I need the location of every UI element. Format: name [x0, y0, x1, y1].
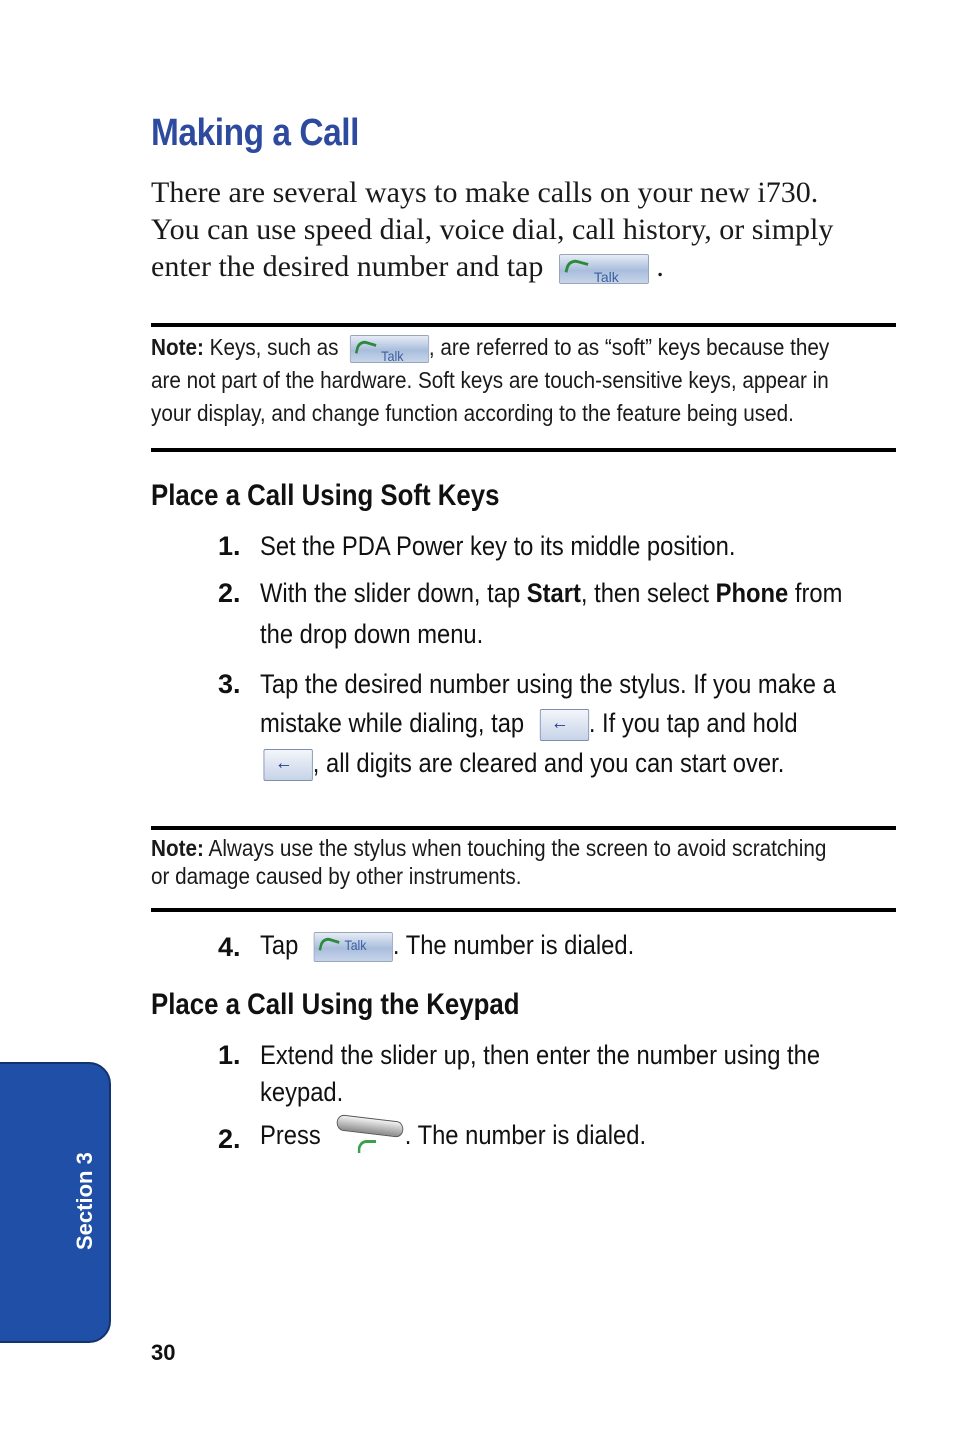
- talk-key-image: [314, 932, 393, 962]
- intro-paragraph: [151, 174, 911, 285]
- step-text-part: . The number is dialed.: [392, 930, 635, 960]
- note1-line-1: [151, 331, 830, 364]
- talk-key-image: [559, 254, 649, 284]
- start-menu-term: Start: [526, 578, 581, 608]
- step-text-line-2: keypad.: [260, 1077, 344, 1107]
- step-text-part: , then select: [580, 578, 716, 608]
- step-text-part: Press: [260, 1120, 321, 1151]
- backspace-key-image: [540, 709, 589, 741]
- note2-line-2: or damage caused by other instruments.: [151, 863, 522, 889]
- note2-top-rule: [151, 826, 896, 830]
- step-text: [260, 1112, 646, 1162]
- talk-phone-icon: [355, 338, 377, 358]
- page-title: Making a Call: [151, 112, 359, 154]
- send-key-icon: [336, 1114, 404, 1138]
- note1: [151, 331, 896, 430]
- step-number: 1.: [218, 531, 241, 561]
- talk-phone-icon: [564, 258, 588, 278]
- step-text: Extend the slider up, then enter the number using the: [260, 1040, 821, 1070]
- step-number: 1.: [218, 1040, 241, 1070]
- step-text-part: . The number is dialed.: [404, 1120, 647, 1151]
- note2: [151, 834, 896, 890]
- intro-line-3-text: enter the desired number and tap: [151, 250, 544, 283]
- step-text: [260, 578, 842, 609]
- note1-label: Note:: [151, 334, 204, 360]
- note1-bottom-rule: [151, 448, 896, 452]
- note1-line-1-text: Keys, such as: [209, 334, 339, 360]
- note1-line-3: your display, and change function according to the feature being used.: [151, 400, 794, 426]
- step-text-part: Tap: [260, 930, 299, 960]
- backspace-arrow-icon: ←: [274, 751, 293, 774]
- talk-phone-icon: [319, 935, 340, 955]
- note2-line-1-text: Always use the stylus when touching the screen to avoid scratching: [208, 835, 827, 861]
- section-heading-soft-keys: Place a Call Using Soft Keys: [151, 479, 500, 512]
- talk-key-label: Talk: [593, 269, 619, 286]
- intro-line-1: There are several ways to make calls on your new i730.: [151, 176, 819, 209]
- step-number: 2.: [218, 578, 241, 608]
- intro-line-2: You can use speed dial, voice dial, call history, or simply: [151, 213, 834, 246]
- page-number: 30: [151, 1340, 176, 1365]
- step-text-line-2: [260, 708, 798, 741]
- phone-menu-term: Phone: [715, 578, 789, 608]
- backspace-key-image: [264, 749, 313, 781]
- note2-label: Note:: [151, 835, 204, 861]
- section-tab-label: Section 3: [72, 1152, 97, 1250]
- step-text: Set the PDA Power key to its middle position.: [260, 531, 736, 561]
- intro-line-3-end: .: [656, 250, 664, 283]
- step-text-part: With the slider down, tap: [260, 578, 527, 608]
- step-text: [260, 930, 634, 962]
- step-text-part: , all digits are cleared and you can start over.: [312, 748, 785, 778]
- note2-bottom-rule: [151, 908, 896, 912]
- step-text-line-3: [260, 748, 784, 781]
- note1-line-2: are not part of the hardware. Soft keys are touch-sensitive keys, appear in: [151, 367, 829, 393]
- step-number: 3.: [218, 669, 241, 699]
- step-text-line-2: the drop down menu.: [260, 619, 484, 649]
- step-number: 4.: [218, 932, 241, 962]
- send-phone-icon: [357, 1140, 375, 1153]
- step-text-part: from: [788, 578, 843, 608]
- talk-key-label: Talk: [381, 347, 404, 364]
- send-key-image: [334, 1112, 404, 1162]
- talk-key-label: Talk: [344, 936, 367, 953]
- intro-line-3: [151, 248, 911, 285]
- note2-line-1: [151, 834, 827, 862]
- backspace-arrow-icon: ←: [550, 711, 569, 734]
- step-number: 2.: [218, 1124, 241, 1154]
- note1-top-rule: [151, 323, 896, 327]
- talk-key-image: [350, 335, 429, 363]
- step-text: Tap the desired number using the stylus. If you make a: [260, 669, 836, 699]
- section-heading-keypad: Place a Call Using the Keypad: [151, 988, 520, 1021]
- note1-line-1-end: , are referred to as “soft” keys because they: [428, 334, 830, 360]
- step-text-part: . If you tap and hold: [588, 708, 798, 738]
- step-text-part: mistake while dialing, tap: [260, 708, 525, 738]
